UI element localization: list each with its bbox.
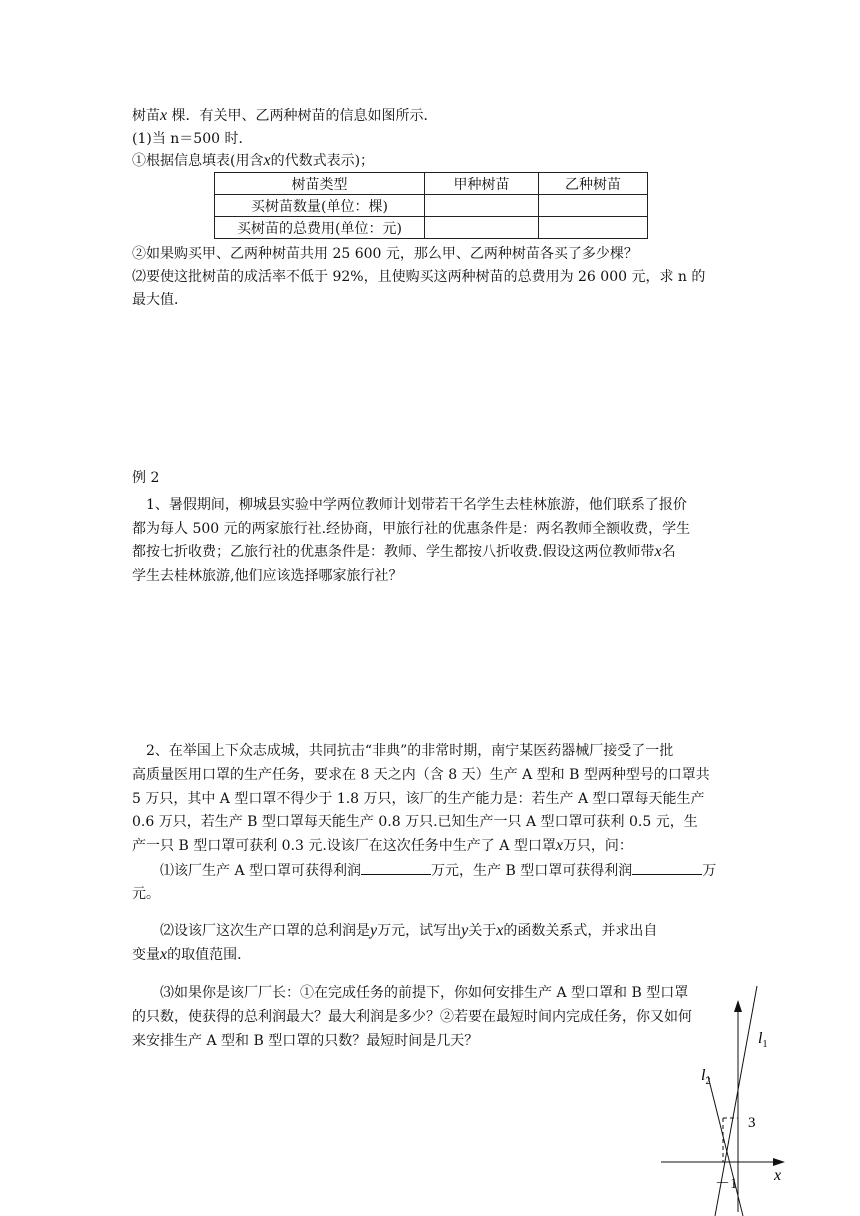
problem-2-line: 0.6 万只，若生产 B 型口罩每天能生产 0.8 万只.已知生产一只 A 型口罩可获利 0.5 元，生 <box>132 814 698 830</box>
x-axis-arrow <box>773 1158 785 1166</box>
x-axis-label: x <box>774 1167 782 1184</box>
problem-1-line: 学生去桂林旅游,他们应该选择哪家旅行社？ <box>132 568 403 584</box>
table-cell <box>425 217 539 239</box>
sub-question-2: ⑵设该厂这次生产口罩的总利润是y万元，试写出y关于x的函数关系式，并求出自 <box>160 922 658 939</box>
l1-label: $l_1$ <box>758 1030 768 1050</box>
seedling-info-table <box>214 172 648 239</box>
table-header-cell: 乙种树苗 <box>539 173 648 195</box>
sub-question-1: ⑴该厂生产 A 型口罩可获得利润 万元，生产 B 型口罩可获得利润 万 <box>160 860 716 881</box>
sub-question-1-line-2: 元。 <box>132 886 160 902</box>
line-graph-diagram <box>655 980 795 1216</box>
l2-label: $l_2$ <box>701 1067 711 1087</box>
table-cell <box>539 217 648 239</box>
question-1b: ②如果购买甲、乙两种树苗共用 25 600 元，那么甲、乙两种树苗各买了多少棵？ <box>132 246 638 262</box>
question-1: (1)当 n＝500 时． <box>132 131 253 147</box>
problem-1-line: 1、暑假期间，柳城县实验中学两位教师计划带若干名学生去桂林旅游，他们联系了报价 <box>146 497 687 513</box>
y-tick-label: 3 <box>748 1115 756 1131</box>
table-row <box>215 195 648 217</box>
table-row-label: 买树苗数量(单位：棵) <box>215 195 425 217</box>
problem-2-line: 产一只 B 型口罩可获利 0.3 元.设该厂在这次任务中生产了 A 型口罩x万只，问： <box>132 837 633 854</box>
x-tick-label: －1 <box>715 1176 738 1192</box>
problem-2-line: 2、在举国上下众志成城，共同抗击“非典”的非常时期，南宁某医药器械厂接受了一批 <box>146 743 674 759</box>
sub-question-3: 来安排生产 A 型和 B 型口罩的只数？最短时间是几天？ <box>132 1033 479 1049</box>
problem-2-line: 高质量医用口罩的生产任务，要求在 8 天之内（含 8 天）生产 A 型和 B 型两种型号的口罩共 <box>132 767 710 783</box>
answer-blank <box>361 860 431 875</box>
answer-blank <box>632 860 702 875</box>
question-1a: ①根据信息填表(用含x的代数式表示)； <box>132 152 375 169</box>
sub-question-2-line-2: 变量x的取值范围. <box>132 946 242 963</box>
table-header-cell: 树苗类型 <box>215 173 425 195</box>
table-row <box>215 217 648 239</box>
problem-1-line: 都按七折收费；乙旅行社的优惠条件是：教师、学生都按八折收费.假设这两位教师带x名 <box>132 543 676 560</box>
sub-question-3: ⑶如果你是该厂厂长：①在完成任务的前提下，你如何安排生产 A 型口罩和 B 型口罩 <box>160 985 689 1001</box>
problem-2-line: 5 万只，其中 A 型口罩不得少于 1.8 万只，该厂的生产能力是：若生产 A 型口罩每天能生产 <box>132 791 705 807</box>
problem-1-line: 都为每人 500 元的两家旅行社.经协商，甲旅行社的优惠条件是：两名教师全额收费，学生 <box>132 521 691 537</box>
table-header-cell: 甲种树苗 <box>425 173 539 195</box>
table-cell <box>539 195 648 217</box>
intro-line: 树苗x 棵．有关甲、乙两种树苗的信息如图所示． <box>132 107 438 124</box>
question-2-line-1: ⑵要使这批树苗的成活率不低于 92%，且使购买这两种树苗的总费用为 26 000 元，求 n 的 <box>132 269 706 285</box>
sub-question-3: 的只数，使获得的总利润最大？最大利润是多少？②若要在最短时间内完成任务，你又如何 <box>132 1009 692 1025</box>
example-2-title: 例 2 <box>132 470 160 486</box>
table-cell <box>425 195 539 217</box>
table-row-label: 买树苗的总费用(单位：元) <box>215 217 425 239</box>
table-header-row <box>215 173 648 195</box>
question-2-line-2: 最大值． <box>132 292 188 308</box>
y-axis-arrow <box>734 1000 742 1012</box>
